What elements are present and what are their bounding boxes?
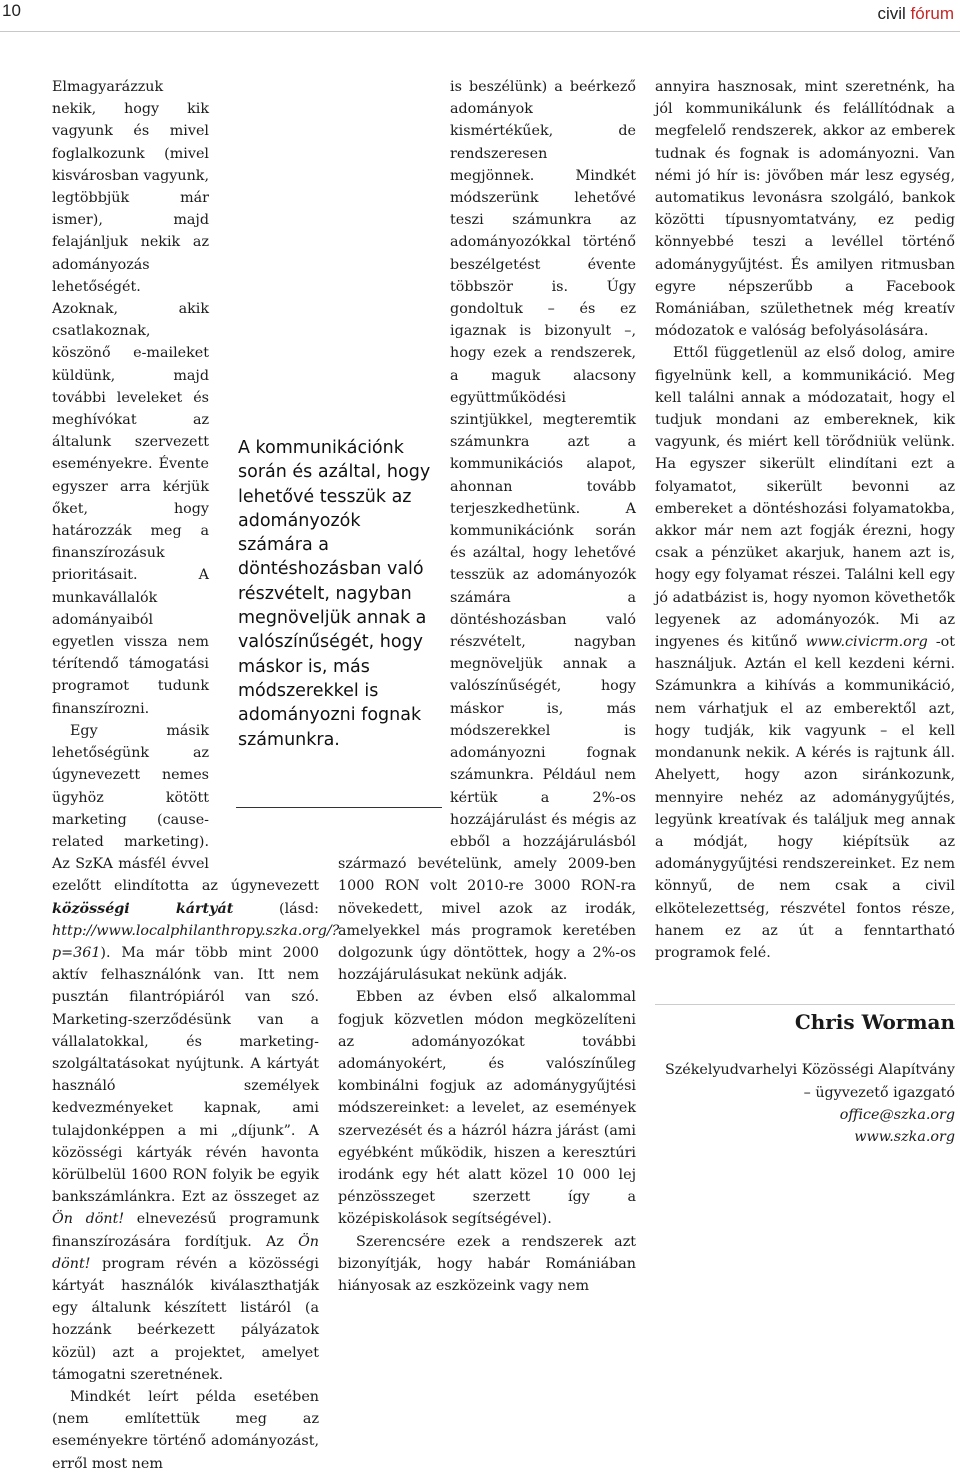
paragraph: annyira hasznosak, mint szeretnénk, ha jól kommunikálunk és felállítódnak a megfelelő rendszerek, akkor az emberek tudnak és fognak is adományozni. Van némi jó hír is: jövőben már lesz egység, automatikus levonásra szolgáló, bankok közötti típusnyomtatvány, ez pedig könnyebbé teszi a levéllel történő adománygyűjtést. És amilyen ritmusban egyre népszerűbb a Facebook Romániában, születhetnek még kreatív módozatok e valóság befolyásolására. xyxy=(655,79,955,340)
author-organization: Székelyudvarhelyi Közösségi Alapítvány – ügyvezető igazgató xyxy=(664,1062,955,1101)
paragraph: Elmagyarázzuk nekik, hogy kik vagyunk és mivel foglalkozunk (mivel kisvárosban vagyunk, legtöbbjük már ismer), majd felajánljuk nekik az adományozás lehetőségét. Azoknak, akik csatlakoznak, köszönő e-maileket küldünk, majd további leveleket és meghívókat az általunk szervezett eseményekre. Évente egyszer arra kérjük őket, hogy határozzák meg a finanszírozásuk prioritásait. A munkavállalók adományaiból egyetlen vissza nem térítendő támogatási programot tudunk finanszírozni. xyxy=(52,79,209,717)
magazine-title-suffix: fórum xyxy=(910,4,954,23)
program-name: Ön dönt! xyxy=(52,1211,125,1228)
article-column-3 xyxy=(655,76,955,1148)
author-website[interactable]: www.szka.org xyxy=(854,1128,955,1145)
paragraph xyxy=(655,342,955,964)
text-run: Ettől függetlenül az első dolog, amire figyelnünk kell, a kommunikáció. Meg kell találni annak a módozatait, hogy el tudjuk mondani az embereknek, kik vagyunk, és miért kell törődniük velünk. Ha egyszer sikerült elindítani ezt a folyamatot, sikerült bevonni az embereket a döntéshozási folyamatokba, akkor már nem azt fogják érezni, hogy csak a pénzüket akarjuk, hanem azt is, hogy egy folyamat részei. Találni kell egy jó adatbázist is, hogy nyomon követhetők legyenek az adományozók. Mi az ingyenes és kitűnő xyxy=(655,345,955,651)
article-link[interactable]: http://www.localphilanthropy.szka.org/?p=361 xyxy=(52,922,340,961)
author-name: Chris Worman xyxy=(655,1004,955,1033)
text-run: program révén a közösségi kártyát használók kiválaszthatják egy általunk készített listáról (a hozzánk beérkezett pályázatok közül) azt a projektet, amelyet támogatni szeretnének. xyxy=(52,1255,319,1383)
paragraph: Mindkét leírt példa esetében (nem említettük meg az eseményekre történő adományozást, erről most nem xyxy=(52,1388,319,1472)
magazine-title xyxy=(877,4,954,24)
pull-quote: A kommunikációnk során és azáltal, hogy lehetővé tesszük az adományozók számára a döntéshozásban való részvételt, nagyban megnöveljük annak a valószínűségét, hogy máskor is, más módszerekkel is adományozni fognak számunkra. xyxy=(238,438,431,750)
paragraph: Ebben az évben első alkalommal fogjuk közvetlen módon megközelíteni az adományozókat további adományokért, és valószínűleg kombinálni fogjuk az adománygyűjtési módszereinket: a levelet, az események szervezését és a házról házra járást (ami egyébként működik, hiszen a keresztúri irodánk egy hét alatt közel 10 000 lej pénzösszeget szerzett így a középiskolások segítségével). xyxy=(338,989,636,1228)
magazine-title-prefix: civil xyxy=(877,4,911,23)
text-run: ). Ma már több mint 2000 aktív felhasználónk van. Itt nem pusztán filantrópiáról van szó. Marketing-szerződésünk van a vállalatokkal, és marketing-szolgáltatásokat nyújtunk. A kártyát használó személyek kedvezményeket kapnak, ami tulajdonképpen a mi „díjunk”. A közösségi kártyák révén havonta körülbelül 1600 RON folyik be egyik bankszámlánkra. Ezt az összeget az xyxy=(52,944,319,1206)
paragraph: is beszélünk) a beérkező adományok kismértékűek, de rendszeresen megjönnek. Mindkét módszerünk lehetővé teszi számunkra az adományozókkal történő beszélgetést évente többször is. Úgy gondoltuk – és ez igaznak is bizonyult –, hogy ezek a rendszerek, a maguk alacsony együttműködési szintjükkel, megteremtik számunkra azt a kommunikációs alapot, ahonnan tovább terjeszkedhetünk. A kommunikációnk során és azáltal, hogy lehetővé tesszük az adományozók számára a döntéshozásban való részvételt, nagyban megnöveljük annak a valószínűségét, hogy máskor is, más módszerekkel is adományozni fognak számunkra. Például nem kértük a 2%-os hozzájárulást és mégis az ebből a hozzájárulásból származó bevételünk, amely 2009-ben 1000 RON volt 2010-re 3000 RON-ra növekedett, mivel azok az irodák, amelyekkel más programok keretében dolgozunk úgy döntöttek, hogy a 2%-os hozzájárulásukat nekünk adják. xyxy=(338,79,636,984)
text-run: (lásd: xyxy=(233,900,319,917)
civicrm-link[interactable]: www.civicrm.org xyxy=(805,634,928,651)
header-divider xyxy=(0,31,960,32)
pull-quote-underline xyxy=(236,807,442,808)
text-run: elnevezésű programunk finanszírozására fordítjuk. Az xyxy=(52,1211,320,1250)
community-card-term: közösségi kártyát xyxy=(52,900,234,917)
text-run: Egy másik lehetőségünk az úgynevezett nemes ügyhöz kötött marketing (cause-related marketing). Az SzKA másfél évvel ezelőtt elindította az úgynevezett xyxy=(52,722,319,895)
paragraph: Szerencsére ezek a rendszerek azt bizonyítják, hogy habár Romániában hiányosak az eszközeink vagy nem xyxy=(338,1233,636,1294)
page-number: 10 xyxy=(2,1,21,20)
program-name: Ön dönt! xyxy=(52,1233,319,1272)
author-email[interactable]: office@szka.org xyxy=(839,1106,955,1123)
text-run: -ot használjuk. Aztán el kell kezdeni kérni. Számunkra a kihívás a kommunikáció, nem várhatjuk el az emberektől azt, hogy tudják, kik vagyunk – el kell mondanunk nekik. A kérés is rajtunk áll. Ahelyett, hogy azon siránkozunk, mennyire nehéz az adománygyűjtés, legyünk kreatívak és találjuk meg annak a módját, hogy kiépítsük az adománygyűjtési rendszereinket. Ez nem könnyű, de nem csak a civil elkötelezettség, részvétel fontos része, hanem ez az út a fenntartható programok felé. xyxy=(655,634,955,961)
